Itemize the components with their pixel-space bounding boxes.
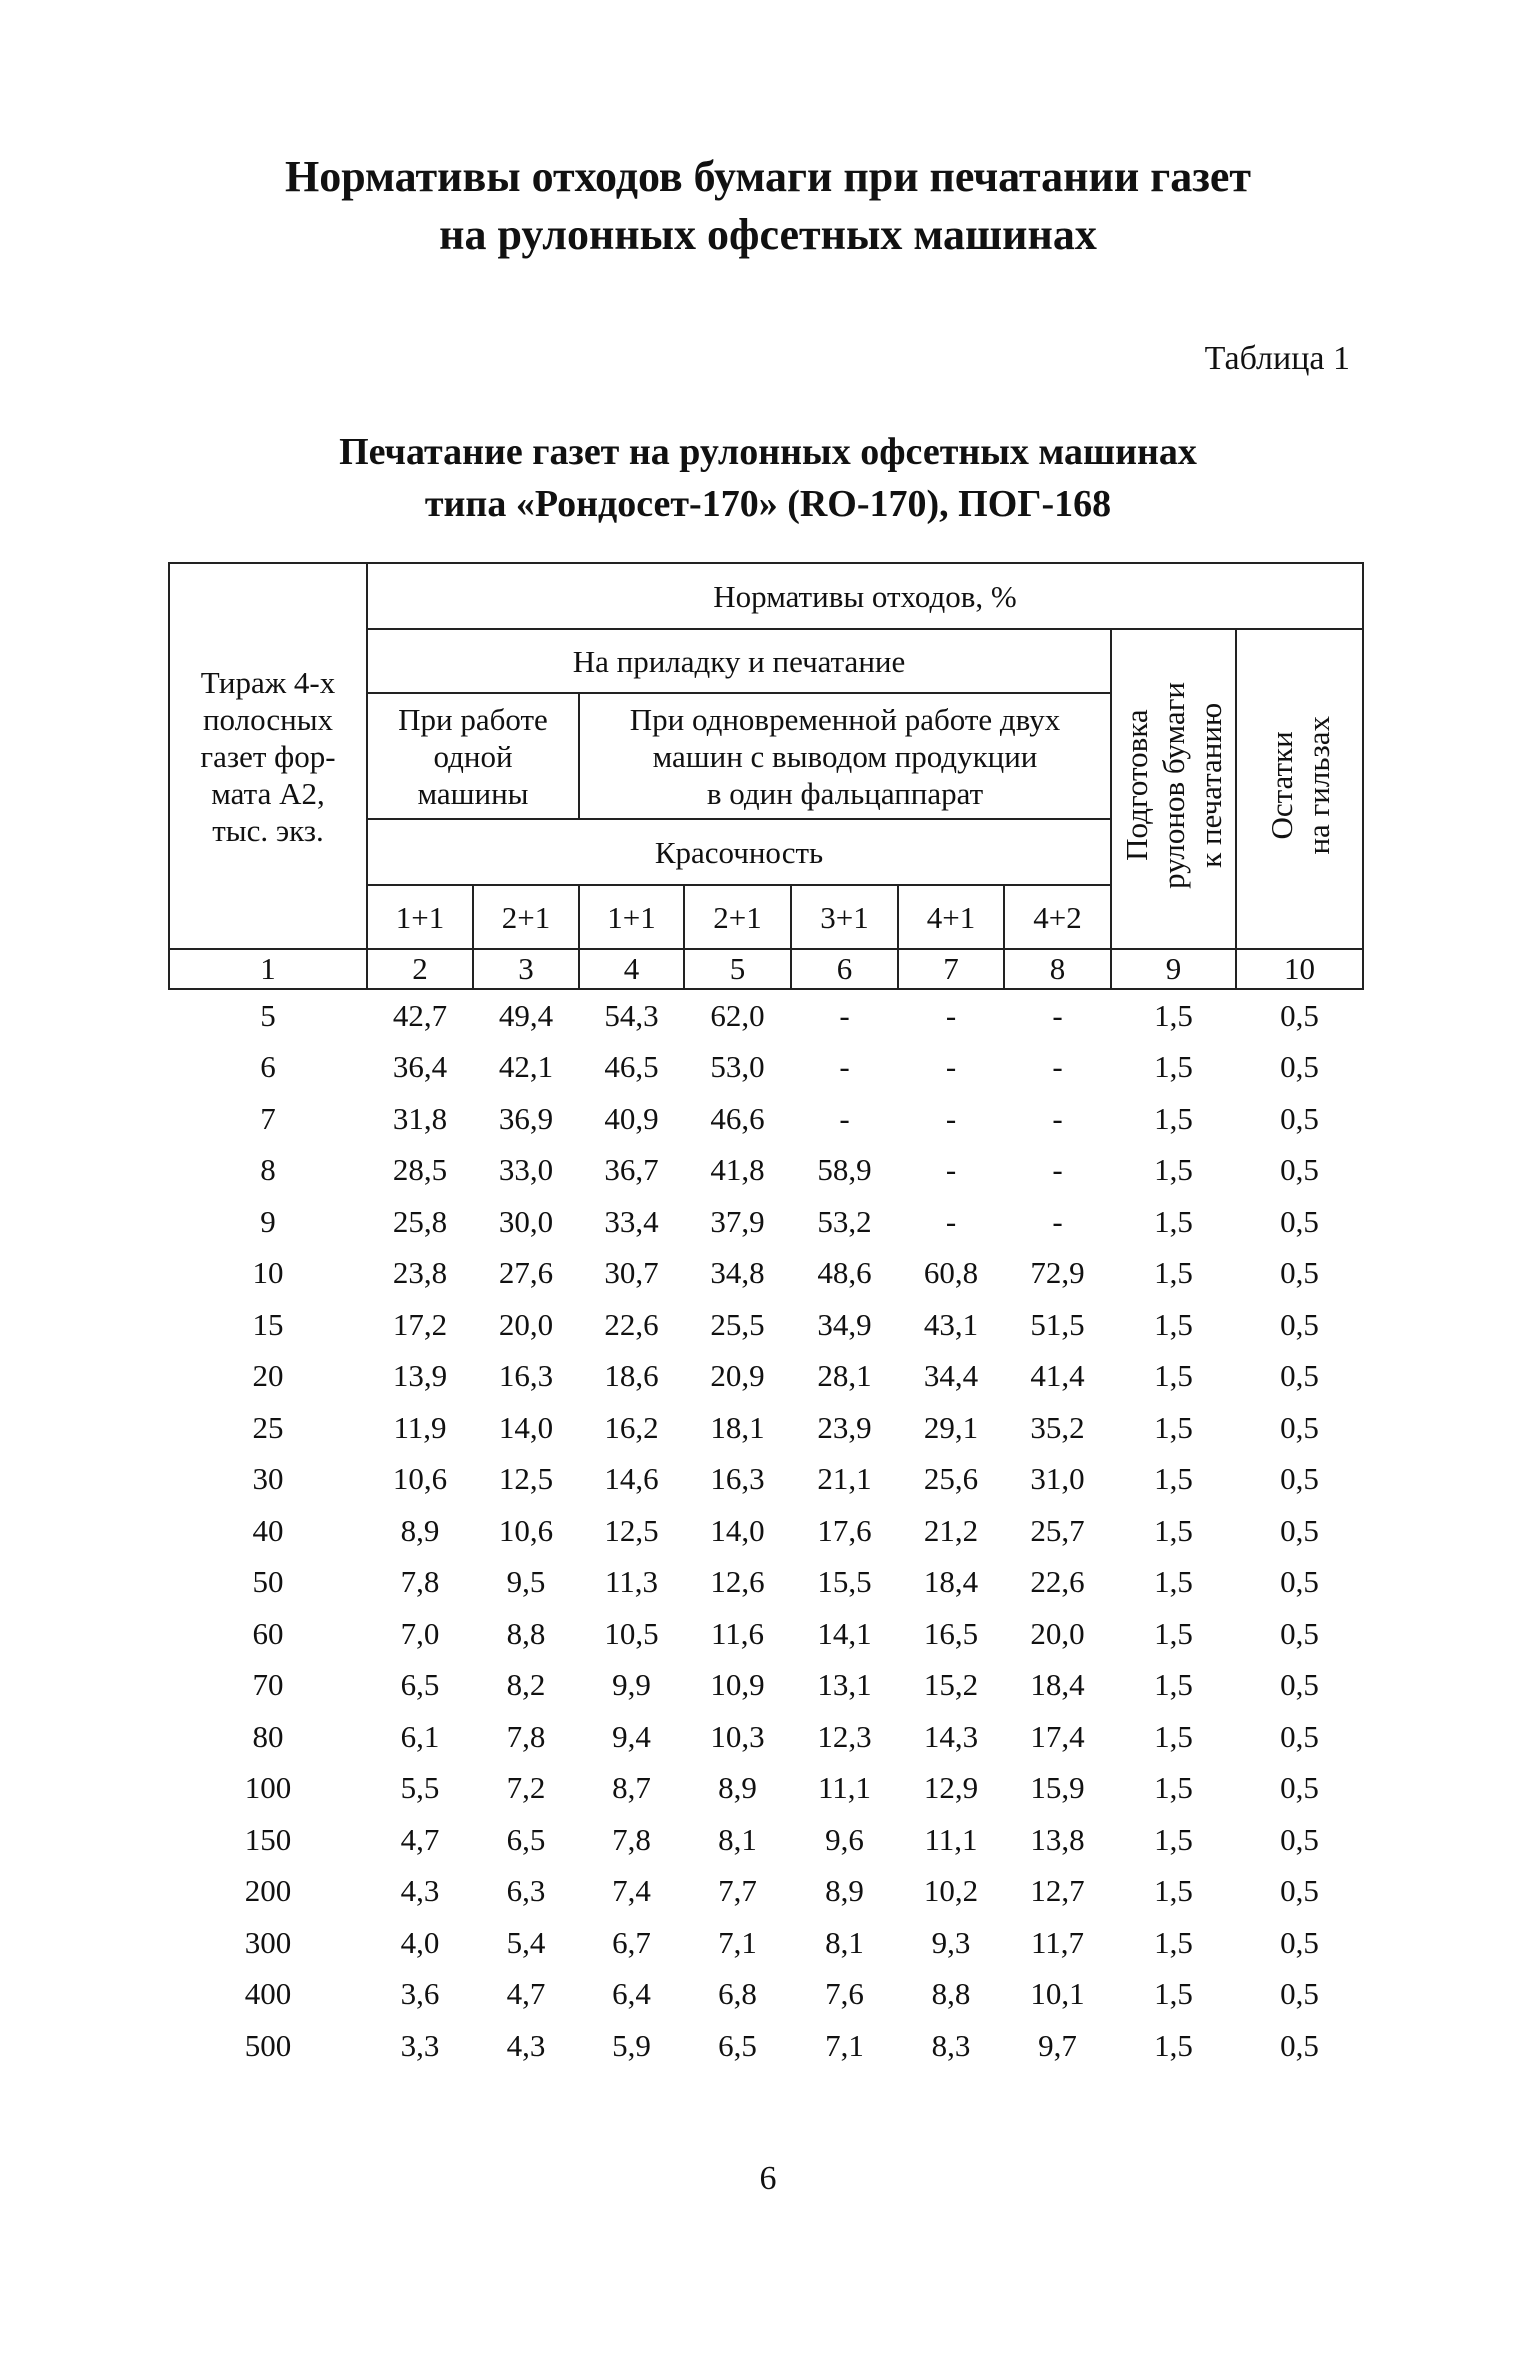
column-number: 8 xyxy=(1004,949,1111,989)
table-cell: 27,6 xyxy=(498,1255,554,1291)
table-cell: 40,9 xyxy=(604,1100,659,1136)
table-cell: 10,6 xyxy=(498,1512,554,1548)
header-color-col: 1+1 xyxy=(367,885,473,949)
table-cell: 7,1 xyxy=(825,2027,864,2063)
column-number: 2 xyxy=(367,949,473,989)
table-cell: 41,8 xyxy=(710,1152,765,1188)
row-circulation: 100 xyxy=(244,1770,292,1806)
table-cell: 49,4 xyxy=(498,997,554,1033)
table-cell: 1,5 xyxy=(1154,1770,1193,1806)
table-cell: 4,3 xyxy=(506,2027,546,2063)
table-cell: 16,3 xyxy=(498,1358,554,1394)
table-cell: - xyxy=(945,1049,957,1085)
table-cell: 0,5 xyxy=(1280,2027,1319,2063)
table-cell: 0,5 xyxy=(1280,1667,1319,1703)
table-cell: 8,9 xyxy=(718,1770,757,1806)
table-cell: 5,4 xyxy=(506,1924,546,1960)
row-circulation: 5 xyxy=(260,997,276,1033)
table-cell: 41,4 xyxy=(1030,1358,1085,1394)
table-cell: 3,3 xyxy=(400,2027,440,2063)
table-cell: 46,6 xyxy=(710,1100,765,1136)
header-line: полосных xyxy=(202,701,334,737)
column-number: 5 xyxy=(684,949,791,989)
table-cell: 6,5 xyxy=(718,2027,757,2063)
table-cell: 0,5 xyxy=(1280,1821,1319,1857)
table-cell: 25,7 xyxy=(1030,1512,1085,1548)
title-line: на рулонных офсетных машинах xyxy=(439,210,1097,259)
page-number: 6 xyxy=(759,2160,777,2197)
table-cell: 14,6 xyxy=(604,1461,659,1497)
table-cell: 16,3 xyxy=(710,1461,765,1497)
row-circulation: 8 xyxy=(260,1152,276,1188)
table-cell: 36,9 xyxy=(498,1100,554,1136)
table-cell: 36,4 xyxy=(392,1049,448,1085)
table-cell: 11,1 xyxy=(817,1770,872,1806)
table-cell: 6,3 xyxy=(506,1873,546,1909)
table-cell: 18,6 xyxy=(604,1358,659,1394)
row-circulation: 50 xyxy=(252,1564,284,1600)
table-cell: 1,5 xyxy=(1154,1976,1193,2012)
table-row xyxy=(169,1196,1363,1248)
header-line: на гильзах xyxy=(1300,715,1336,855)
table-cell: 0,5 xyxy=(1280,1255,1319,1291)
table-cell: - xyxy=(1052,997,1063,1033)
table-cell: 1,5 xyxy=(1154,1615,1193,1651)
table-cell: 12,5 xyxy=(498,1461,554,1497)
table-cell: 1,5 xyxy=(1154,1564,1193,1600)
table-cell: 72,9 xyxy=(1030,1255,1085,1291)
table-cell: 1,5 xyxy=(1154,1306,1193,1342)
table-row xyxy=(169,1969,1363,2021)
table-cell: 7,8 xyxy=(400,1564,440,1600)
table-cell: 1,5 xyxy=(1154,1461,1193,1497)
table-cell: 33,0 xyxy=(498,1152,554,1188)
table-row xyxy=(169,1608,1363,1660)
header-color-col: 2+1 xyxy=(473,885,579,949)
table-cell: 6,5 xyxy=(400,1667,440,1703)
table-cell: 8,8 xyxy=(506,1615,546,1651)
table-cell: 9,3 xyxy=(931,1924,971,1960)
table-cell: 10,3 xyxy=(710,1718,765,1754)
column-number: 3 xyxy=(473,949,579,989)
header-one-machine xyxy=(367,693,579,819)
subtitle-line: типа «Рондосет-170» (RO-170), ПОГ-168 xyxy=(424,483,1112,525)
column-number: 7 xyxy=(898,949,1004,989)
header-line: Тираж 4-х xyxy=(200,664,336,700)
header-color-col: 1+1 xyxy=(579,885,684,949)
table-cell: - xyxy=(945,997,957,1033)
column-number: 4 xyxy=(579,949,684,989)
table-cell: 0,5 xyxy=(1280,1615,1319,1651)
column-number: 10 xyxy=(1236,949,1363,989)
table-cell: 0,5 xyxy=(1280,1924,1319,1960)
table-cell: - xyxy=(839,997,850,1033)
table-cell: 46,5 xyxy=(604,1049,659,1085)
table-row xyxy=(169,1917,1363,1969)
table-cell: 8,1 xyxy=(825,1924,864,1960)
table-cell: 0,5 xyxy=(1280,1976,1319,2012)
header-line: газет фор- xyxy=(200,738,336,774)
header-colorfulness: Красочность xyxy=(367,819,1111,885)
row-circulation: 15 xyxy=(252,1306,284,1342)
table-cell: 8,3 xyxy=(931,2027,971,2063)
column-numbers-row xyxy=(169,949,1363,989)
table-cell: 0,5 xyxy=(1280,1306,1319,1342)
table-cell: 14,1 xyxy=(817,1615,872,1651)
table-cell: 33,4 xyxy=(604,1203,659,1239)
table-cell: 8,7 xyxy=(612,1770,651,1806)
table-cell: 1,5 xyxy=(1154,1358,1193,1394)
table-cell: 5,5 xyxy=(400,1770,440,1806)
table-cell: 1,5 xyxy=(1154,1512,1193,1548)
table-row xyxy=(169,1660,1363,1712)
table-cell: 0,5 xyxy=(1280,1409,1319,1445)
table-cell: 1,5 xyxy=(1154,1924,1193,1960)
table-cell: 8,9 xyxy=(825,1873,864,1909)
title-line: Нормативы отходов бумаги при печатании газет xyxy=(284,152,1252,201)
row-circulation: 150 xyxy=(244,1821,292,1857)
table-cell: 11,6 xyxy=(710,1615,765,1651)
table-cell: 60,8 xyxy=(923,1255,979,1291)
row-circulation: 25 xyxy=(252,1409,284,1445)
table-cell: 12,9 xyxy=(923,1770,979,1806)
table-cell: 4,7 xyxy=(506,1976,546,2012)
header-line: тыс. экз. xyxy=(212,812,324,848)
table-cell: 5,9 xyxy=(612,2027,651,2063)
table-cell: - xyxy=(945,1203,957,1239)
header-line: мата А2, xyxy=(211,775,325,811)
table-row xyxy=(169,1454,1363,1506)
row-circulation: 40 xyxy=(252,1512,284,1548)
table-cell: 1,5 xyxy=(1154,1152,1193,1188)
table-cell: 1,5 xyxy=(1154,1873,1193,1909)
table-cell: 14,0 xyxy=(498,1409,554,1445)
table-cell: 17,6 xyxy=(817,1512,872,1548)
row-circulation: 60 xyxy=(252,1615,284,1651)
table-row xyxy=(169,1351,1363,1403)
row-circulation: 70 xyxy=(252,1667,284,1703)
table-cell: 29,1 xyxy=(923,1409,979,1445)
table-row xyxy=(169,1711,1363,1763)
table-cell: - xyxy=(945,1152,957,1188)
table-cell: 0,5 xyxy=(1280,1358,1319,1394)
table-cell: - xyxy=(1052,1152,1063,1188)
table-cell: 1,5 xyxy=(1154,2027,1193,2063)
table-cell: 12,6 xyxy=(710,1564,765,1600)
table-cell: 0,5 xyxy=(1280,1512,1319,1548)
header-circulation xyxy=(169,563,367,949)
table-cell: 1,5 xyxy=(1154,1203,1193,1239)
row-circulation: 400 xyxy=(244,1976,292,2012)
row-circulation: 10 xyxy=(252,1255,284,1291)
table-cell: 10,6 xyxy=(392,1461,448,1497)
waste-norms-table xyxy=(168,562,1364,2072)
table-cell: 11,7 xyxy=(1030,1924,1085,1960)
table-row xyxy=(169,1402,1363,1454)
table-cell: 22,6 xyxy=(1030,1564,1085,1600)
table-cell: 10,2 xyxy=(923,1873,979,1909)
table-row xyxy=(169,1042,1363,1094)
table-cell: 6,4 xyxy=(612,1976,651,2012)
table-cell: 42,1 xyxy=(498,1049,554,1085)
header-line: одной xyxy=(433,738,513,774)
table-row xyxy=(169,2020,1363,2072)
table-cell: 34,4 xyxy=(923,1358,979,1394)
table-cell: 30,7 xyxy=(604,1255,659,1291)
table-cell: 12,3 xyxy=(817,1718,872,1754)
row-circulation: 80 xyxy=(252,1718,284,1754)
table-cell: 54,3 xyxy=(604,997,659,1033)
table-cell: 17,4 xyxy=(1030,1718,1085,1754)
table-cell: 7,0 xyxy=(400,1615,440,1651)
row-circulation: 30 xyxy=(252,1461,284,1497)
table-cell: 23,8 xyxy=(392,1255,448,1291)
table-cell: 7,6 xyxy=(825,1976,864,2012)
table-cell: 11,9 xyxy=(393,1409,447,1445)
subtitle-line: Печатание газет на рулонных офсетных машинах xyxy=(339,431,1197,473)
table-cell: 25,5 xyxy=(710,1306,765,1342)
table-cell: 15,9 xyxy=(1030,1770,1085,1806)
table-cell: 58,9 xyxy=(817,1152,872,1188)
table-cell: 6,8 xyxy=(718,1976,757,2012)
table-cell: 0,5 xyxy=(1280,1718,1319,1754)
document-title xyxy=(0,148,1536,264)
table-cell: 3,6 xyxy=(400,1976,440,2012)
table-cell: 12,7 xyxy=(1030,1873,1085,1909)
header-line: машины xyxy=(417,775,529,811)
header-remains xyxy=(1236,629,1363,949)
table-cell: 10,5 xyxy=(604,1615,659,1651)
table-cell: 8,2 xyxy=(506,1667,546,1703)
table-cell: 13,1 xyxy=(817,1667,872,1703)
table-cell: 0,5 xyxy=(1280,1770,1319,1806)
table-cell: 1,5 xyxy=(1154,1718,1193,1754)
table-cell: 9,5 xyxy=(506,1564,546,1600)
table-cell: 0,5 xyxy=(1280,1564,1319,1600)
table-row xyxy=(169,1248,1363,1300)
header-color-col: 3+1 xyxy=(791,885,898,949)
table-cell: 10,1 xyxy=(1030,1976,1085,2012)
header-line: машин с выводом продукции xyxy=(652,738,1038,774)
table-cell: 0,5 xyxy=(1280,1461,1319,1497)
row-circulation: 20 xyxy=(252,1358,284,1394)
table-cell: 35,2 xyxy=(1030,1409,1085,1445)
table-row xyxy=(169,1763,1363,1815)
header-color-col: 4+1 xyxy=(898,885,1004,949)
table-row xyxy=(169,1557,1363,1609)
table-cell: - xyxy=(1052,1049,1063,1085)
table-cell: 15,5 xyxy=(817,1564,872,1600)
table-cell: 7,8 xyxy=(612,1821,651,1857)
header-line: При одновременной работе двух xyxy=(629,701,1061,737)
table-cell: 17,2 xyxy=(392,1306,448,1342)
table-cell: 22,6 xyxy=(604,1306,659,1342)
table-cell: 15,2 xyxy=(923,1667,979,1703)
table-cell: 43,1 xyxy=(923,1306,979,1342)
table-cell: - xyxy=(839,1049,850,1085)
table-cell: 25,8 xyxy=(392,1203,448,1239)
table-cell: 28,1 xyxy=(817,1358,872,1394)
table-cell: 9,6 xyxy=(825,1821,864,1857)
header-line: к печатанию xyxy=(1193,702,1228,868)
table-cell: 4,0 xyxy=(400,1924,440,1960)
table-cell: 8,1 xyxy=(718,1821,757,1857)
row-circulation: 300 xyxy=(244,1924,292,1960)
table-cell: 30,0 xyxy=(498,1203,554,1239)
table-row xyxy=(169,1505,1363,1557)
column-number: 6 xyxy=(791,949,898,989)
table-cell: 20,0 xyxy=(498,1306,554,1342)
table-cell: 13,9 xyxy=(392,1358,448,1394)
table-cell: 34,8 xyxy=(710,1255,765,1291)
table-cell: 31,0 xyxy=(1030,1461,1085,1497)
table-cell: - xyxy=(1052,1100,1063,1136)
table-cell: 7,4 xyxy=(612,1873,651,1909)
table-cell: 53,0 xyxy=(710,1049,765,1085)
table-cell: 10,9 xyxy=(710,1667,765,1703)
table-cell: 1,5 xyxy=(1154,1255,1193,1291)
table-cell: 48,6 xyxy=(817,1255,872,1291)
header-line: Подготовка xyxy=(1119,709,1154,861)
table-cell: 21,1 xyxy=(817,1461,872,1497)
column-number: 1 xyxy=(169,949,367,989)
table-cell: 13,8 xyxy=(1030,1821,1085,1857)
row-circulation: 500 xyxy=(244,2027,292,2063)
table-cell: 18,1 xyxy=(710,1409,765,1445)
table-cell: 7,8 xyxy=(506,1718,546,1754)
table-cell: 36,7 xyxy=(604,1152,659,1188)
table-cell: 1,5 xyxy=(1154,1049,1193,1085)
table-cell: 51,5 xyxy=(1030,1306,1085,1342)
table-cell: 18,4 xyxy=(1030,1667,1085,1703)
table-cell: - xyxy=(839,1100,850,1136)
table-cell: 11,1 xyxy=(924,1821,978,1857)
table-cell: 37,9 xyxy=(710,1203,765,1239)
header-line: При работе xyxy=(398,701,548,737)
table-cell: 4,7 xyxy=(400,1821,440,1857)
table-row xyxy=(169,989,1363,1042)
table-row xyxy=(169,1145,1363,1197)
table-cell: 11,3 xyxy=(604,1564,659,1600)
header-setup-printing: На приладку и печатание xyxy=(367,629,1111,693)
table-row xyxy=(169,1299,1363,1351)
table-cell: 42,7 xyxy=(392,997,448,1033)
header-line: в один фальцаппарат xyxy=(706,775,984,811)
header-color-col: 2+1 xyxy=(684,885,791,949)
table-cell: 1,5 xyxy=(1154,1100,1193,1136)
table-body xyxy=(169,949,1363,2072)
table-cell: 1,5 xyxy=(1154,997,1193,1033)
table-cell: 6,1 xyxy=(400,1718,440,1754)
table-cell: 8,9 xyxy=(400,1512,440,1548)
header-two-machines xyxy=(579,693,1111,819)
header-preparation xyxy=(1111,629,1236,949)
table-cell: 14,0 xyxy=(710,1512,765,1548)
header-color-col: 4+2 xyxy=(1004,885,1111,949)
table-cell: 16,5 xyxy=(923,1615,979,1651)
table-cell: - xyxy=(1052,1203,1063,1239)
column-number: 9 xyxy=(1111,949,1236,989)
header-line: рулонов бумаги xyxy=(1156,681,1191,889)
header-norms: Нормативы отходов, % xyxy=(367,563,1363,629)
table-cell: 0,5 xyxy=(1280,1100,1319,1136)
header-line: Остатки xyxy=(1263,730,1299,840)
table-cell: 0,5 xyxy=(1280,1049,1319,1085)
row-circulation: 6 xyxy=(260,1049,276,1085)
table-cell: 7,2 xyxy=(506,1770,546,1806)
table-cell: 28,5 xyxy=(392,1152,448,1188)
table-cell: 6,5 xyxy=(506,1821,546,1857)
table-cell: 20,9 xyxy=(710,1358,765,1394)
table-cell: 1,5 xyxy=(1154,1821,1193,1857)
table-cell: 18,4 xyxy=(923,1564,979,1600)
table-row xyxy=(169,1093,1363,1145)
table-cell: 9,7 xyxy=(1038,2027,1077,2063)
table-cell: 31,8 xyxy=(392,1100,448,1136)
table-cell: 7,1 xyxy=(718,1924,757,1960)
table-cell: 20,0 xyxy=(1030,1615,1085,1651)
table-cell: - xyxy=(945,1100,957,1136)
table-cell: 62,0 xyxy=(710,997,765,1033)
row-circulation: 200 xyxy=(244,1873,292,1909)
table-cell: 8,8 xyxy=(931,1976,971,2012)
row-circulation: 9 xyxy=(260,1203,276,1239)
table-cell: 25,6 xyxy=(923,1461,979,1497)
table-cell: 21,2 xyxy=(923,1512,979,1548)
table-cell: 7,7 xyxy=(718,1873,757,1909)
table-cell: 9,4 xyxy=(612,1718,651,1754)
table-cell: 0,5 xyxy=(1280,1203,1319,1239)
table-cell: 14,3 xyxy=(923,1718,979,1754)
table-cell: 12,5 xyxy=(604,1512,659,1548)
table-subtitle xyxy=(0,426,1536,530)
table-cell: 0,5 xyxy=(1280,1873,1319,1909)
table-cell: 1,5 xyxy=(1154,1667,1193,1703)
table-cell: 0,5 xyxy=(1280,1152,1319,1188)
row-circulation: 7 xyxy=(260,1100,276,1136)
table-row xyxy=(169,1866,1363,1918)
table-cell: 16,2 xyxy=(604,1409,659,1445)
table-cell: 53,2 xyxy=(817,1203,872,1239)
table-cell: 6,7 xyxy=(612,1924,651,1960)
table-row xyxy=(169,1814,1363,1866)
table-cell: 4,3 xyxy=(400,1873,440,1909)
table-cell: 9,9 xyxy=(612,1667,651,1703)
table-label: Таблица 1 xyxy=(1204,340,1350,377)
table-cell: 1,5 xyxy=(1154,1409,1193,1445)
table-cell: 23,9 xyxy=(817,1409,872,1445)
table-cell: 34,9 xyxy=(817,1306,872,1342)
table-cell: 0,5 xyxy=(1280,997,1319,1033)
